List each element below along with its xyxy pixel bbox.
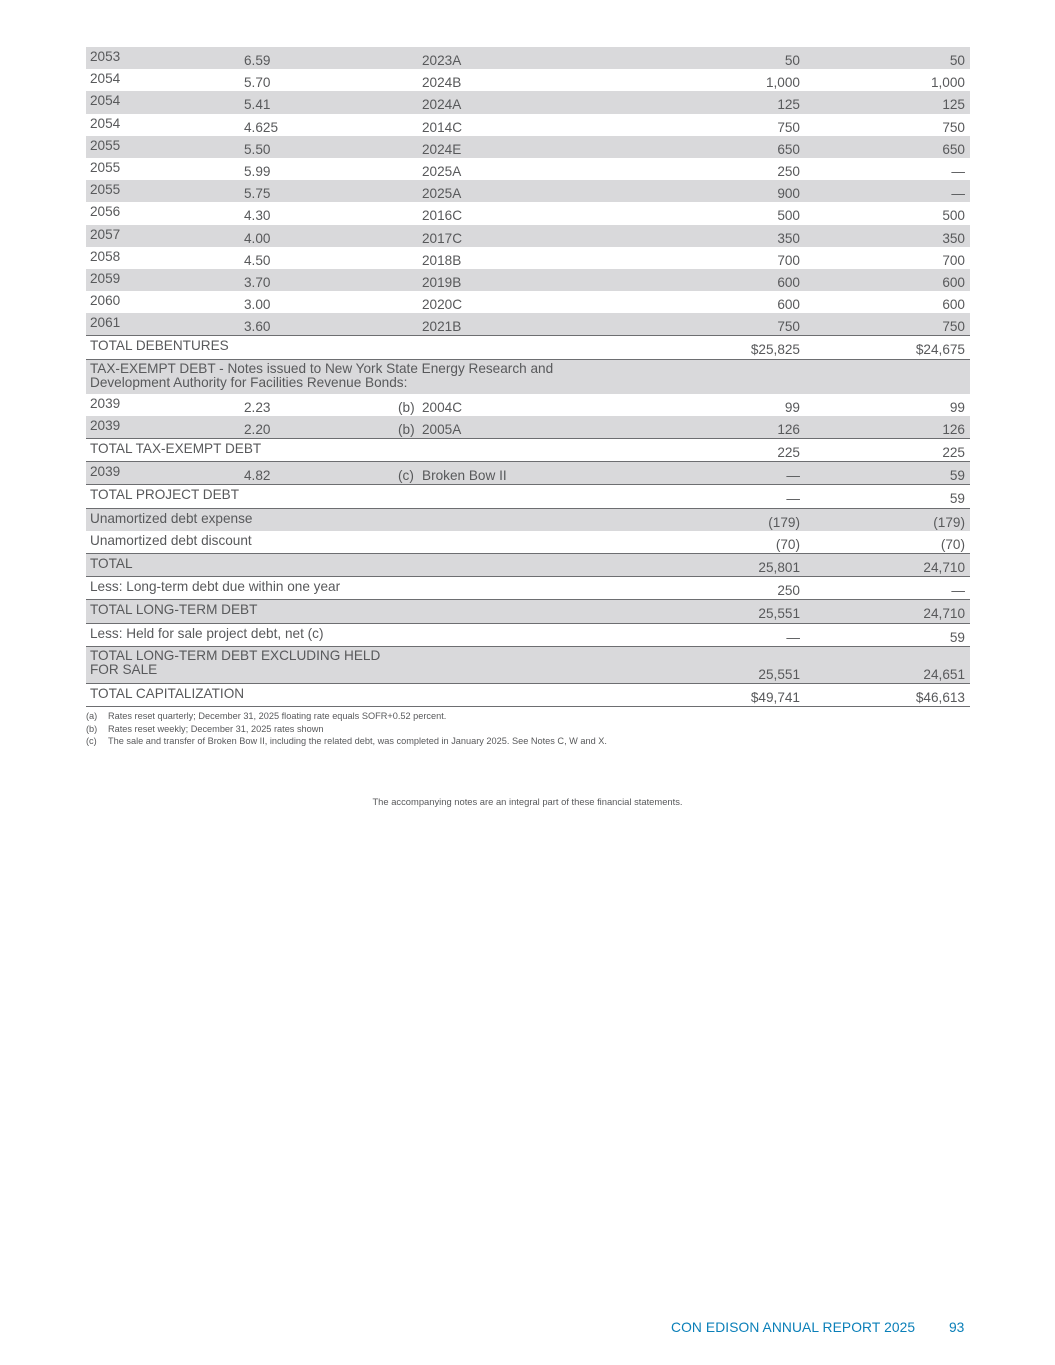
debt-row <box>86 269 970 291</box>
summary-row <box>86 599 970 622</box>
interest-rate: 5.41 <box>244 97 271 113</box>
series: 2018B <box>422 252 462 268</box>
value-2024: — <box>951 163 965 179</box>
footnote-ref: (b) <box>398 399 415 415</box>
footnote-b <box>86 723 970 736</box>
value-2024: 650 <box>942 141 965 157</box>
value-2024: 99 <box>949 399 965 415</box>
value-2025: 650 <box>777 141 800 157</box>
summary-rows <box>86 484 970 645</box>
tax-exempt-row <box>86 416 970 438</box>
value-2025: 250 <box>777 163 800 179</box>
value-2025: — <box>786 491 800 507</box>
footnote-a <box>86 710 970 723</box>
maturity-year: 2054 <box>90 93 121 109</box>
tax-exempt-header-row <box>86 359 970 394</box>
interest-rate: 4.00 <box>244 230 271 246</box>
value-2024: 750 <box>942 119 965 135</box>
debt-row <box>86 247 970 269</box>
summary-row <box>86 553 970 576</box>
maturity-year: 2059 <box>90 270 121 286</box>
interest-rate: 5.75 <box>244 186 271 202</box>
footnote-text: Rates reset weekly; December 31, 2025 rates shown <box>108 723 324 734</box>
total-tax-exempt-row <box>86 438 970 461</box>
interest-rate: 4.30 <box>244 208 271 224</box>
value-2025: $49,741 <box>750 689 800 705</box>
value-2024: 700 <box>942 252 965 268</box>
value-2024: 50 <box>949 53 965 68</box>
maturity-year: 2060 <box>90 293 121 309</box>
value-2024: 24,710 <box>923 606 965 622</box>
interest-rate: 2.20 <box>244 421 271 437</box>
footnote-text: Rates reset quarterly; December 31, 2025 floating rate equals SOFR+0.52 percent. <box>108 711 447 721</box>
series: 2020C <box>422 297 463 313</box>
footnote-ref: (b) <box>398 421 415 437</box>
series: 2005A <box>422 421 462 437</box>
value-2024: $46,613 <box>915 689 965 705</box>
maturity-year: 2055 <box>90 159 121 175</box>
interest-rate: 5.99 <box>244 163 271 179</box>
total-capitalization-row <box>86 683 970 707</box>
value-2024: 24,651 <box>923 666 965 682</box>
interest-rate: 2.23 <box>244 399 271 415</box>
value-2025: 600 <box>777 297 800 313</box>
value-2025: 50 <box>784 53 800 68</box>
footnote-mark: (c) <box>86 736 97 747</box>
series: 2019B <box>422 274 462 290</box>
row-label: TOTAL CAPITALIZATION <box>90 685 245 701</box>
footnotes <box>86 710 970 748</box>
series: 2021B <box>422 319 462 335</box>
debt-row <box>86 225 970 247</box>
debt-row <box>86 180 970 202</box>
row-label: Unamortized debt discount <box>90 532 252 548</box>
maturity-year: 2061 <box>90 315 121 331</box>
row-label: Less: Held for sale project debt, net (c) <box>90 625 324 641</box>
maturity-year: 2054 <box>90 115 121 131</box>
total-excluding-held-row <box>86 646 970 683</box>
summary-row <box>86 576 970 599</box>
series: 2017C <box>422 230 463 246</box>
row-label: TOTAL DEBENTURES <box>90 338 229 354</box>
debenture-rows <box>86 47 970 335</box>
maturity-year: 2056 <box>90 204 121 220</box>
value-2025: 250 <box>777 583 800 599</box>
interest-rate: 5.50 <box>244 141 271 157</box>
debt-row <box>86 136 970 158</box>
value-2025: 126 <box>777 421 800 437</box>
value-2025: 25,551 <box>758 606 800 622</box>
value-2024: 125 <box>942 97 965 113</box>
interest-rate: 4.82 <box>244 468 271 484</box>
row-label: TOTAL PROJECT DEBT <box>90 487 240 503</box>
total-debentures-row <box>86 335 970 358</box>
value-2024: 59 <box>949 491 965 507</box>
value-2024: 500 <box>942 208 965 224</box>
value-2024: 225 <box>942 445 965 460</box>
series: 2004C <box>422 399 463 415</box>
summary-row <box>86 531 970 553</box>
series: 2024E <box>422 141 462 157</box>
maturity-year: 2039 <box>90 417 121 433</box>
value-2024: (70) <box>940 536 965 552</box>
page-number: 93 <box>949 1320 965 1335</box>
value-2025: 600 <box>777 274 800 290</box>
value-2024: 750 <box>942 319 965 335</box>
value-2025: $25,825 <box>750 342 800 358</box>
interest-rate: 3.60 <box>244 319 271 335</box>
debt-row <box>86 91 970 113</box>
debt-row <box>86 158 970 180</box>
interest-rate: 3.00 <box>244 297 271 313</box>
row-label: TOTAL LONG-TERM DEBT <box>90 602 258 618</box>
debt-row <box>86 313 970 335</box>
summary-row <box>86 484 970 507</box>
value-2024: 59 <box>949 468 965 484</box>
value-2024: 59 <box>949 629 965 645</box>
series: 2024B <box>422 75 462 91</box>
maturity-year: 2039 <box>90 395 121 411</box>
series: 2014C <box>422 119 463 135</box>
value-2025: 25,551 <box>758 666 800 682</box>
maturity-year: 2058 <box>90 248 121 264</box>
accompanying-note: The accompanying notes are an integral part of these financial statements. <box>372 796 683 807</box>
value-2025: 99 <box>784 399 800 415</box>
row-label: Less: Long-term debt due within one year <box>90 579 341 595</box>
series: 2025A <box>422 186 462 202</box>
value-2025: 1,000 <box>765 75 800 91</box>
footnote-ref: (c) <box>398 468 414 484</box>
footnote-mark: (a) <box>86 711 98 721</box>
series: 2016C <box>422 208 463 224</box>
maturity-year: 2053 <box>90 49 121 64</box>
debt-row <box>86 47 970 69</box>
value-2025: (70) <box>775 536 800 552</box>
value-2025: — <box>786 629 800 645</box>
summary-row <box>86 623 970 646</box>
row-label: TOTAL LONG-TERM DEBT EXCLUDING HELD FOR SALE <box>90 647 381 677</box>
value-2025: 700 <box>777 252 800 268</box>
debt-row <box>86 291 970 313</box>
value-2025: 225 <box>777 445 800 460</box>
maturity-year: 2055 <box>90 182 121 198</box>
interest-rate: 6.59 <box>244 53 271 68</box>
value-2025: 750 <box>777 319 800 335</box>
row-label: Unamortized debt expense <box>90 510 253 526</box>
value-2024: 126 <box>942 421 965 437</box>
footnote-text: The sale and transfer of Broken Bow II, including the related debt, was completed in January 2025. See Notes C, W and X. <box>108 736 607 747</box>
debt-row <box>86 114 970 136</box>
value-2025: — <box>786 468 800 484</box>
footnote-mark: (b) <box>86 723 98 734</box>
interest-rate: 4.625 <box>244 119 279 135</box>
series: 2024A <box>422 97 462 113</box>
summary-row <box>86 508 970 531</box>
value-2024: 350 <box>942 230 965 246</box>
value-2025: 750 <box>777 119 800 135</box>
value-2025: (179) <box>768 514 800 530</box>
interest-rate: 4.50 <box>244 252 271 268</box>
value-2024: — <box>951 583 965 599</box>
tax-exempt-rows <box>86 394 970 438</box>
footer-report-title: CON EDISON ANNUAL REPORT 2025 <box>671 1320 916 1335</box>
tax-exempt-row <box>86 394 970 416</box>
footnote-c <box>86 735 970 748</box>
row-label: TOTAL TAX-EXEMPT DEBT <box>90 441 262 456</box>
maturity-year: 2057 <box>90 226 121 242</box>
value-2025: 900 <box>777 186 800 202</box>
interest-rate: 5.70 <box>244 75 271 91</box>
project-debt-row <box>86 461 970 484</box>
value-2024: 600 <box>942 297 965 313</box>
value-2024: (179) <box>933 514 965 530</box>
row-label: TOTAL <box>90 555 133 571</box>
maturity-year: 2054 <box>90 71 121 87</box>
value-2024: $24,675 <box>915 342 965 358</box>
value-2024: — <box>951 186 965 202</box>
value-2025: 350 <box>777 230 800 246</box>
value-2024: 1,000 <box>930 75 965 91</box>
value-2024: 600 <box>942 274 965 290</box>
long-term-debt-table <box>86 47 970 707</box>
maturity-year: 2055 <box>90 137 121 153</box>
series: Broken Bow II <box>422 468 507 484</box>
series: 2023A <box>422 53 462 68</box>
interest-rate: 3.70 <box>244 274 271 290</box>
maturity-year: 2039 <box>90 464 121 480</box>
value-2024: 24,710 <box>923 559 965 575</box>
series: 2025A <box>422 163 462 179</box>
debt-row <box>86 69 970 91</box>
value-2025: 500 <box>777 208 800 224</box>
value-2025: 25,801 <box>758 559 800 575</box>
tax-exempt-header: TAX-EXEMPT DEBT - Notes issued to New York State Energy Research and Development Authority for Facilities Revenue Bonds: <box>90 360 554 390</box>
debt-row <box>86 202 970 224</box>
value-2025: 125 <box>777 97 800 113</box>
